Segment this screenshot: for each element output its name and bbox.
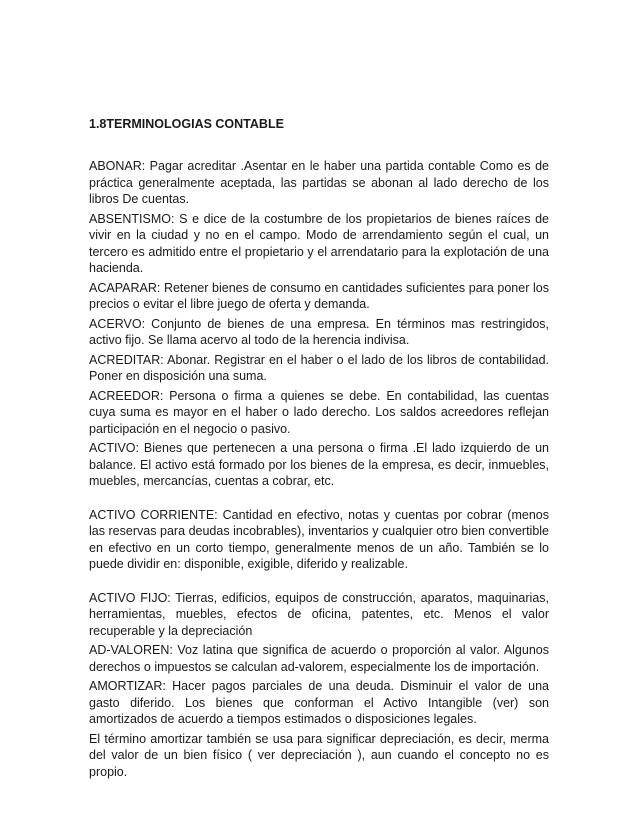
glossary-entry-activo-fijo: ACTIVO FIJO: Tierras, edificios, equipos de construcción, aparatos, maquinarias, herramientas, muebles, efectos de oficina, patentes, etc. Menos el valor recuperable y la depreciación [89,590,549,638]
glossary-entry-absentismo: ABSENTISMO: S e dice de la costumbre de los propietarios de bienes raíces de vivir en la ciudad y no en el campo. Modo de arrendamiento según el cual, un tercero es admitido entre el propietario y el arrendatario para la explotación de una hacienda. [89,211,549,275]
section-heading: 1.8TERMINOLOGIAS CONTABLE [89,117,284,131]
glossary-list [89,158,549,780]
glossary-entry-acreedor: ACREEDOR: Persona o firma a quienes se debe. En contabilidad, las cuentas cuya suma es mayor en el haber o lado derecho. Los saldos acreedores reflejan participación en el negocio o pasivo. [89,388,549,436]
glossary-entry-amortizar: AMORTIZAR: Hacer pagos parciales de una deuda. Disminuir el valor de una gasto diferido. Los bienes que conforman el Activo Intangible (ver) son amortizados de acuerdo a tiempos estimados o disposiciones legales. [89,679,549,726]
glossary-entry-activo: ACTIVO: Bienes que pertenecen a una persona o firma .El lado izquierdo de un balance. El activo está formado por los bienes de la empresa, es decir, inmuebles, muebles, mercancías, cuentas a cobrar, etc. [89,441,549,488]
glossary-entry-amortizar-note: El término amortizar también se usa para significar depreciación, es decir, merma del valor de un bien físico ( ver depreciación ), aun cuando el concepto no es propio. [89,731,549,779]
glossary-entry-acreditar: ACREDITAR: Abonar. Registrar en el haber o el lado de los libros de contabilidad. Poner en disposición una suma. [89,352,549,383]
glossary-entry-abonar: ABONAR: Pagar acreditar .Asentar en le haber una partida contable Como es de práctica generalmente aceptada, las partidas se abonan al lado derecho de los libros De cuentas. [89,159,549,206]
glossary-entry-activo-corriente: ACTIVO CORRIENTE: Cantidad en efectivo, notas y cuentas por cobrar (menos las reservas para deudas incobrables), inventarios y cualquier otro bien convertible en efectivo en un corto tiempo, generalmente menos de un año. También se lo puede dividir en: disponible, exigible, diferido y realizable. [89,507,549,571]
document-page [89,116,549,783]
glossary-entry-ad-valoren: AD-VALOREN: Voz latina que significa de acuerdo o proporción al valor. Algunos derechos o impuestos se calculan ad-valorem, especialmente los de importación. [89,643,549,674]
glossary-entry-acaparar: ACAPARAR: Retener bienes de consumo en cantidades suficientes para poner los precios o evitar el libre juego de oferta y demanda. [89,280,549,311]
glossary-entry-acervo: ACERVO: Conjunto de bienes de una empresa. En términos mas restringidos, activo fijo. Se llama acervo al todo de la herencia indivisa. [89,316,549,347]
